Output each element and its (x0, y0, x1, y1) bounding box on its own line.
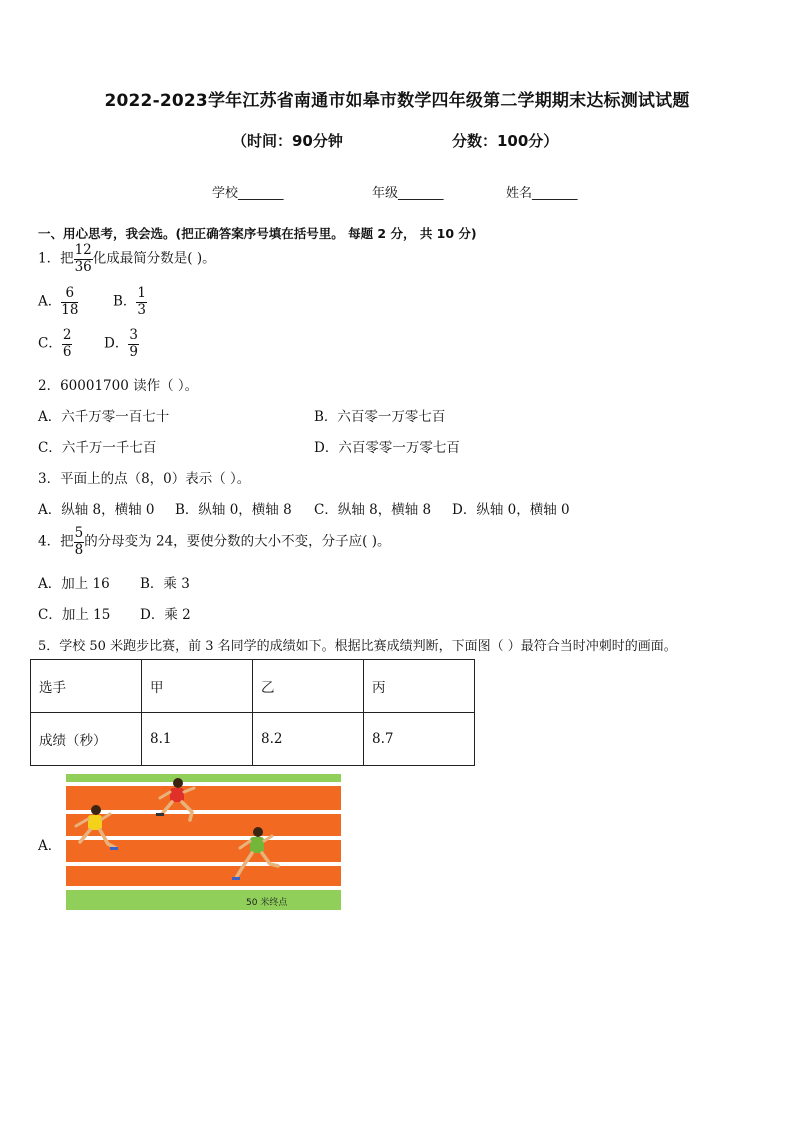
q1-b-num: 1 (137, 285, 147, 301)
exam-time: （时间：90分钟 (232, 132, 343, 150)
q1-d-label: D． (104, 335, 129, 352)
q1-c-num: 2 (62, 327, 72, 343)
table-header-row (31, 660, 475, 713)
q4-fraction (74, 527, 85, 557)
q5-option-a-label[interactable]: A． (38, 838, 62, 854)
score-table (30, 659, 475, 766)
q1-a-den: 18 (61, 301, 79, 318)
question-2: 2．60001700 读作（ ）。 (38, 378, 199, 394)
q1-c-fraction (62, 329, 73, 359)
q1-d-fraction (128, 329, 139, 359)
q2-option-d[interactable]: D．六百零零一万零七百 (314, 440, 460, 456)
q1-a-label: A． (38, 293, 62, 310)
table-cell: 8.1 (142, 713, 253, 766)
school-field[interactable]: 学校_______ (212, 186, 284, 201)
q2-option-a[interactable]: A．六千万零一百七十 (38, 409, 170, 425)
q1-b-den: 3 (137, 301, 147, 318)
q2-option-c[interactable]: C．六千万一千七百 (38, 440, 157, 456)
q1-fraction (74, 244, 93, 274)
q1-a-num: 6 (61, 287, 78, 303)
q1-b-label: B． (113, 293, 137, 310)
q4-option-b[interactable]: B．乘 3 (140, 576, 190, 592)
table-row (31, 713, 475, 766)
section-title: 一、用心思考，我会选。(把正确答案序号填在括号里。 每题 2 分， 共 10 分) (38, 226, 477, 241)
question-1 (38, 244, 216, 274)
q1-prefix: 1．把 (38, 250, 74, 267)
table-cell: 甲 (142, 660, 253, 713)
question-3: 3．平面上的点（8，0）表示（ ）。 (38, 471, 251, 487)
finish-label: 50 米终点 (246, 898, 288, 908)
table-cell: 8.2 (253, 713, 364, 766)
table-cell: 选手 (31, 660, 142, 713)
grade-field[interactable]: 年级_______ (372, 186, 444, 201)
q1-suffix: 化成最简分数是( )。 (92, 250, 216, 267)
q3-option-c[interactable]: C．纵轴 8，横轴 8 (314, 502, 432, 518)
q4-option-d[interactable]: D．乘 2 (140, 607, 191, 623)
name-field[interactable]: 姓名_______ (506, 186, 578, 201)
q4-option-c[interactable]: C．加上 15 (38, 607, 111, 623)
q1-option-b[interactable] (113, 287, 147, 317)
q1-d-den: 9 (129, 343, 138, 360)
table-cell: 成绩（秒） (31, 713, 142, 766)
question-4 (38, 527, 390, 557)
q1-option-c[interactable] (38, 329, 72, 359)
table-cell: 8.7 (364, 713, 475, 766)
q4-suffix: 的分母变为 24，要使分数的大小不变，分子应( )。 (84, 533, 391, 550)
race-illustration (66, 774, 341, 910)
q1-frac-den: 36 (74, 258, 92, 275)
page-title: 2022-2023学年江苏省南通市如皋市数学四年级第二学期期末达标测试试题 (104, 91, 690, 111)
q1-option-d[interactable] (104, 329, 139, 359)
q2-option-b[interactable]: B．六百零一万零七百 (314, 409, 446, 425)
q4-prefix: 4．把 (38, 533, 74, 550)
q3-option-b[interactable]: B．纵轴 0，横轴 8 (175, 502, 292, 518)
q1-option-a[interactable] (38, 287, 78, 317)
q3-option-d[interactable]: D．纵轴 0，横轴 0 (452, 502, 570, 518)
table-cell: 乙 (253, 660, 364, 713)
q4-frac-num: 5 (74, 525, 84, 541)
q1-d-num: 3 (129, 327, 138, 343)
q1-frac-num: 12 (74, 242, 92, 258)
q4-frac-den: 8 (74, 541, 84, 558)
q1-b-fraction (136, 287, 147, 317)
table-cell: 丙 (364, 660, 475, 713)
q1-a-fraction (61, 287, 78, 317)
q4-option-a[interactable]: A．加上 16 (38, 576, 110, 592)
q1-c-den: 6 (62, 343, 72, 360)
question-5: 5．学校 50 米跑步比赛，前 3 名同学的成绩如下。根据比赛成绩判断，下面图（ ）最符合当时冲刺时的画面。 (38, 639, 677, 654)
q1-c-label: C． (38, 335, 62, 352)
exam-score: 分数：100分） (452, 132, 559, 150)
q3-option-a[interactable]: A．纵轴 8，横轴 0 (38, 502, 155, 518)
